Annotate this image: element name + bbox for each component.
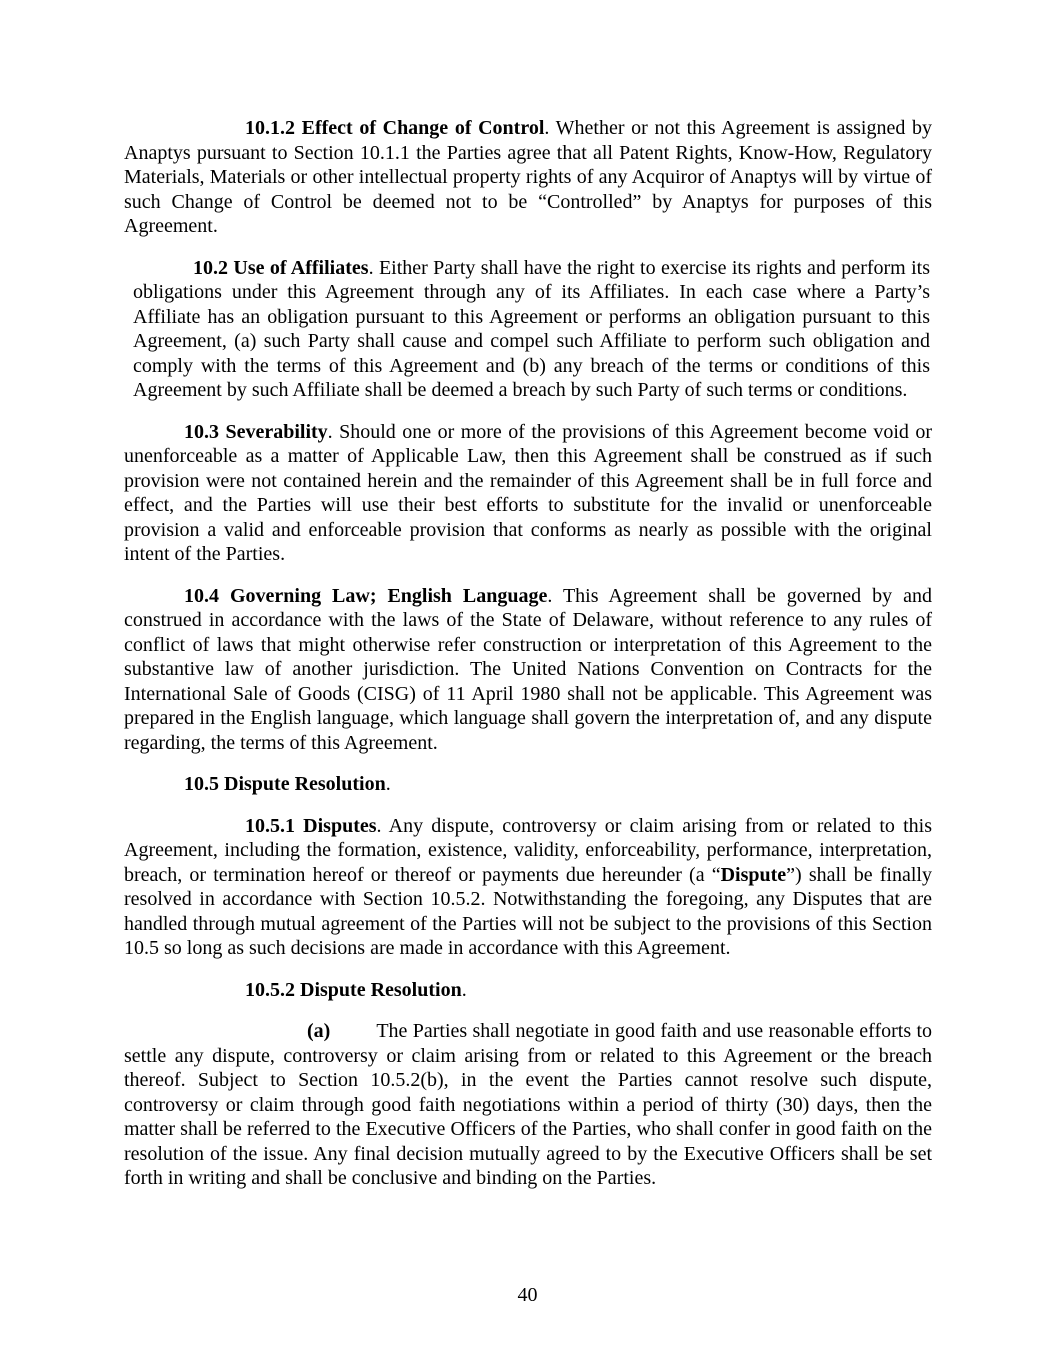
section-heading-text: 10.4 Governing Law; English Language — [184, 584, 548, 607]
body-text: . — [385, 773, 391, 795]
section-heading-text: 10.5 Dispute Resolution — [184, 773, 386, 795]
body-text: . Whether or not this Agreement is assigned by Anaptys pursuant to Section 10.1.1 the Parties agree that all Patent Rights, Know-How, Regulatory Materials, Materials or other intellectual property rights of any Acquiror of Anaptys will by virtue of such Change of Control be deemed not to be “Controlled” by Anaptys for purposes of this Agreement. — [124, 117, 932, 237]
section-heading-text: (a) — [307, 1020, 331, 1042]
document-body — [124, 116, 932, 1208]
section-heading-text: 10.1.2 Effect of Change of Control — [245, 117, 545, 139]
body-text: . Should one or more of the provisions of this Agreement become void or unenforceable as a matter of Applicable Law, then this Agreement shall be construed as if such provision were not contained herein and the remainder of this Agreement shall be in full force and effect, and the Parties will use their best efforts to substitute for the invalid or unenforceable provision a valid and enforceable provision that conforms as nearly as possible with the original intent of the Parties. — [124, 420, 932, 565]
section-heading-text: 10.3 Severability — [184, 420, 328, 443]
paragraph — [124, 978, 932, 1003]
section-heading-text: 10.2 Use of Affiliates — [193, 256, 369, 279]
body-text: . This Agreement shall be governed by and construed in accordance with the laws of the State of Delaware, without reference to any rules of conflict of laws that might otherwise refer construction or interpretation of this Agreement to the substantive law of another jurisdiction. The United Nations Convention on Contracts for the International Sale of Goods (CISG) of 11 April 1980 shall not be applicable. This Agreement was prepared in the English language, which language shall govern the interpretation of, and any dispute regarding, the terms of this Agreement. — [124, 584, 932, 754]
paragraph — [124, 814, 932, 961]
paragraph — [124, 1019, 932, 1191]
body-text: The Parties shall negotiate in good faith and use reasonable efforts to settle any dispute, controversy or claim arising from or related to this Agreement or the breach thereof. Subject to Section 10.5.2(b), in the event the Parties cannot resolve such dispute, controversy or claim through good faith negotiations within a period of thirty (30) days, then the matter shall be referred to the Executive Officers of the Parties, who shall confer in good faith on the resolution of the issue. Any final decision mutually agreed to by the Executive Officers shall be set forth in writing and shall be conclusive and binding on the Parties. — [124, 1020, 932, 1189]
body-text: . Either Party shall have the right to exercise its rights and perform its obligations under this Agreement through any of its Affiliates. In each case where a Party’s Affiliate has an obligation pursuant to this Agreement or performs an obligation pursuant to this Agreement, (a) such Party shall cause and compel such Affiliate to perform such obligation and comply with the terms of this Agreement and (b) any breach of the terms or conditions of this Agreement by such Affiliate shall be deemed a breach by such Party of such terms or conditions. — [133, 256, 930, 401]
body-text: . Any dispute, controversy or claim arising from or related to this Agreement, including the formation, existence, validity, enforceability, performance, interpretation, breach, or termination hereof or thereof or payments due hereunder (a “ — [124, 814, 932, 886]
section-heading-text: 10.5.2 Dispute Resolution — [245, 978, 462, 1001]
body-text: ”) shall be finally resolved in accordance with Section 10.5.2. Notwithstanding the foregoing, any Disputes that are handled through mutual agreement of the Parties will not be subject to the provisions of this Section 10.5 so long as such decisions are made in accordance with this Agreement. — [124, 863, 932, 959]
paragraph — [124, 772, 932, 797]
paragraph — [124, 584, 932, 756]
section-heading-text: 10.5.1 Disputes — [245, 814, 377, 837]
paragraph — [124, 116, 932, 239]
section-heading-text: Dispute — [720, 863, 787, 886]
page-number: 40 — [517, 1284, 538, 1306]
paragraph — [124, 420, 932, 567]
paragraph — [124, 256, 932, 403]
body-text: . — [461, 978, 467, 1001]
